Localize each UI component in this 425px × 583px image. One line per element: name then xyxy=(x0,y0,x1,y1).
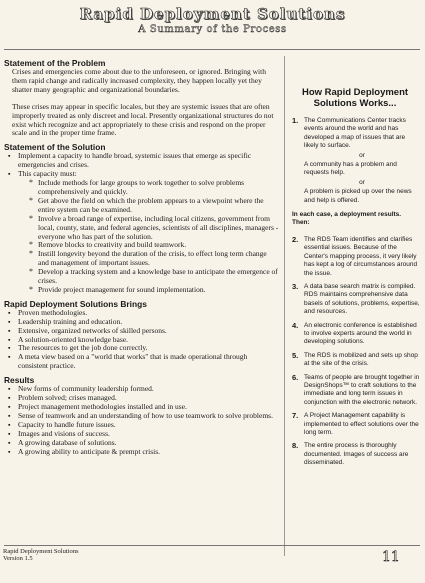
page-title: Rapid Deployment Solutions xyxy=(79,5,346,23)
brings-item: ▪ Proven methodologies. xyxy=(4,309,279,318)
solution-heading: Statement of the Solution xyxy=(4,142,106,153)
solution-subitem: * Instill longevity beyond the duration of the crisis, to effect long term change and management of important issues. xyxy=(18,250,279,268)
results-item: ▪ A growing database of solutions. xyxy=(4,439,279,448)
column-divider xyxy=(284,56,285,556)
step-number: 7. xyxy=(292,411,299,421)
brings-item: ▪ Leadership training and education. xyxy=(4,318,279,327)
solution-sublist xyxy=(18,179,279,295)
page-number: 11 xyxy=(382,549,400,565)
step-text: An electronic conference is established to involve experts around the world in developing solutions. xyxy=(304,321,417,346)
results-item: ▪ Problem solved; crises managed. xyxy=(4,394,279,403)
footer-rule xyxy=(4,545,420,546)
works-step xyxy=(292,322,420,347)
works-step xyxy=(292,236,420,278)
brings-item: ▪ The resources to get the job done correctly. xyxy=(4,344,279,353)
or-label: or xyxy=(359,178,365,186)
solution-item: ▪ Implement a capacity to handle broad, systemic issues that emerge as specific emergencies and crises. xyxy=(4,152,279,170)
solution-list xyxy=(4,152,279,295)
problem-section xyxy=(4,58,279,138)
results-item: ▪ New forms of community leadership formed. xyxy=(4,385,279,394)
solution-subitem: * Involve a broad range of expertise, including local citizens, government from local, county, state, and federal agencies, scientists of all disciplines, managers - everyone who has part of the solution. xyxy=(18,215,279,242)
results-item: ▪ Sense of teamwork and an understanding of how to use teamwork to solve problems. xyxy=(4,412,279,421)
brings-section xyxy=(4,299,279,371)
step-number: 5. xyxy=(292,350,299,360)
step-number: 6. xyxy=(292,372,299,382)
step-number: 4. xyxy=(292,320,299,330)
solution-section xyxy=(4,142,279,295)
problem-paragraph-2: These crises may appear in specific locales, but they are systemic issues that are often improperly treated as only discreet and local. Presently organizational structures do not exist which recognize and act appropriately to these crisis and respond on the proper scale and in the proper time frame. xyxy=(12,101,274,138)
brings-item: ▪ Extensive, organized networks of skilled persons. xyxy=(4,327,279,336)
step-text: The RDS is mobilized and sets up shop at the site of the crisis. xyxy=(304,351,418,368)
footer xyxy=(3,548,78,562)
step-text: A data base search matrix is compiled. RDS maintains comprehensive data basels of solutions, problems, expertise, and resources. xyxy=(304,282,420,316)
step-text: The RDS Team identifies and clarifies essential issues. Because of the Center's mapping process, it very likely has kept a log of circumstances around the issue. xyxy=(304,235,418,277)
works-step xyxy=(292,117,420,205)
step-alt-text: A community has a problem and requests help. xyxy=(304,161,397,177)
solution-subitem: * Develop a tracking system and a knowledge base to anticipate the emergence of crises. xyxy=(18,268,279,286)
footer-title: Rapid Deployment Solutions xyxy=(3,548,79,555)
brings-item: ▪ A meta view based on a "world that works" that is made operational through consistent practice. xyxy=(4,353,279,371)
works-step xyxy=(292,442,420,467)
brings-heading: Rapid Deployment Solutions Brings xyxy=(4,298,147,309)
solution-subitem: * Get above the field on which the problem appears to a viewpoint where the entire system can be examined. xyxy=(18,197,279,215)
results-heading: Results xyxy=(4,375,35,386)
results-item: ▪ Images and visions of success. xyxy=(4,430,279,439)
page-subtitle: A Summary of the Process xyxy=(138,24,287,35)
works-lead: In each case, a deployment results. Then: xyxy=(292,211,402,227)
left-column xyxy=(4,58,279,460)
works-column xyxy=(292,117,420,473)
solution-subitem: * Provide project management for sound implementation. xyxy=(18,286,279,295)
step-number: 1. xyxy=(292,116,299,125)
works-step xyxy=(292,283,420,317)
step-text: A Project Management capability is implemented to effect solutions over the long term. xyxy=(304,412,419,436)
results-item: ▪ A growing ability to anticipate & prempt crisis. xyxy=(4,448,279,457)
problem-paragraph-1: Crises and emergencies come about due to the unforeseen, or ignored. Bringing with them rapid change and radically increased complexity, they happen locally yet they shatter many geographic and organizational boundaries. xyxy=(12,67,266,94)
brings-list xyxy=(4,309,279,371)
results-item: ▪ Project management methodologies installed and in use. xyxy=(4,403,279,412)
problem-heading: Statement of the Problem xyxy=(4,58,106,68)
solution-subitem: * Include methods for large groups to work together to solve problems comprehensively and quickly. xyxy=(18,179,279,197)
works-step xyxy=(292,412,420,437)
solution-item-label: This capacity must: xyxy=(18,169,77,179)
step-alt-text: A problem is picked up over the news and help is offered. xyxy=(304,188,412,204)
solution-item xyxy=(4,170,279,295)
brings-item: ▪ A solution-oriented knowledge base. xyxy=(4,336,279,345)
solution-subitem: * Remove blocks to creativity and build teamwork. xyxy=(18,241,279,250)
works-heading: How Rapid Deployment Solutions Works... xyxy=(301,87,409,109)
header-rule xyxy=(4,49,420,50)
step-number: 2. xyxy=(292,234,299,244)
works-step xyxy=(292,374,420,408)
results-item: ▪ Capacity to handle future issues. xyxy=(4,421,279,430)
results-section xyxy=(4,375,279,456)
step-number: 8. xyxy=(292,441,299,451)
step-text: The Communications Center tracks events around the world and has developed a map of issues that are likely to surface. xyxy=(304,117,406,150)
or-label: or xyxy=(359,151,365,159)
step-text: The entire process is thoroughly documented. Images of success are disseminated. xyxy=(304,442,409,467)
footer-version: Version 1.5 xyxy=(3,555,33,562)
works-step xyxy=(292,352,420,369)
results-list xyxy=(4,385,279,456)
step-text: Teams of people are brought together in DesignShops™ to craft solutions to the immediate and long term issues in conjunction with the electronic network. xyxy=(304,373,420,406)
step-number: 3. xyxy=(292,281,299,291)
